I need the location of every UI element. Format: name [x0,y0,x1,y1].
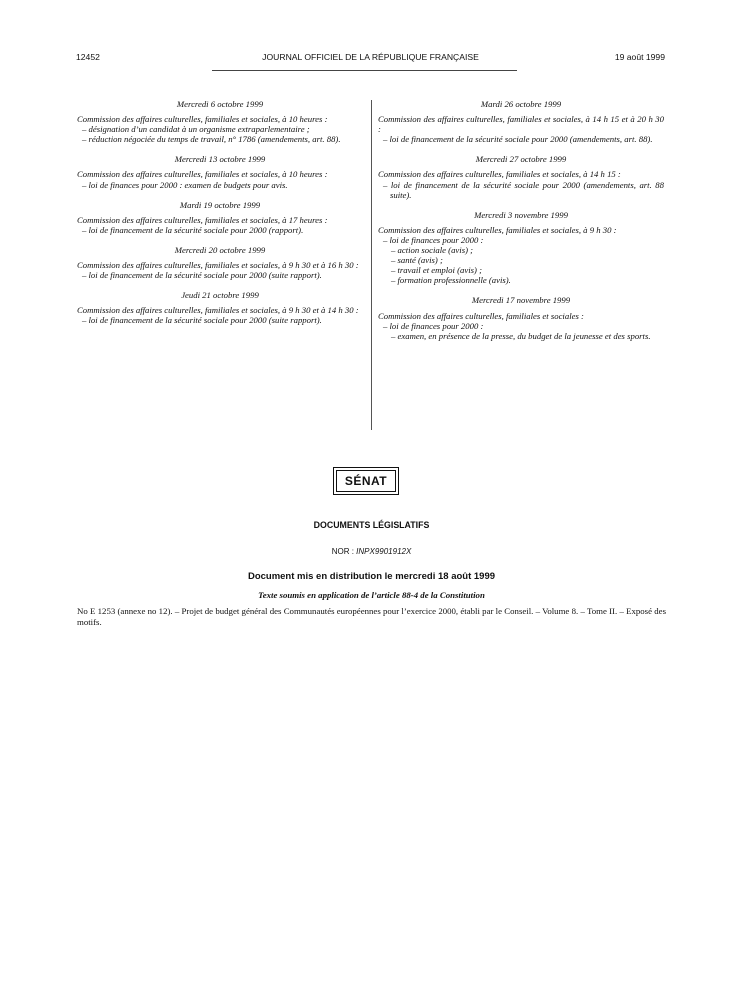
agenda-entry [378,154,664,199]
column-divider [371,100,372,430]
nor-label: NOR : [331,547,354,556]
agenda-item: – loi de finances pour 2000 : [383,320,484,331]
agenda-subitem: – santé (avis) ; [391,255,443,266]
day-title: Mercredi 27 octobre 1999 [475,154,567,165]
senat-heading: SÉNAT [336,470,396,492]
senat-box [333,467,399,495]
commission-text: Commission des affaires culturelles, familiales et sociales, à 17 heures : [77,214,328,225]
agenda-item: – loi de financement de la sécurité sociale pour 2000 (amendements, art. 88 suite). [383,179,664,200]
agenda-item: – réduction négociée du temps de travail, n° 1786 (amendements, art. 88). [82,134,341,145]
day-title: Mercredi 3 novembre 1999 [474,209,568,220]
commission-text: Commission des affaires culturelles, familiales et sociales, à 9 h 30 et à 14 h 30 : [77,305,359,316]
agenda-entry [77,154,363,189]
agenda-subitem: – action sociale (avis) ; [391,245,474,256]
agenda-item: – loi de financement de la sécurité sociale pour 2000 (amendements, art. 88). [383,134,653,145]
page-header [76,52,665,68]
day-title: Mardi 19 octobre 1999 [179,199,261,210]
commission-text: Commission des affaires culturelles, familiales et sociales, à 9 h 30 et à 16 h 30 : [77,260,359,271]
commission-text: Commission des affaires culturelles, familiales et sociales : [378,310,584,321]
agenda-subitem: – examen, en présence de la presse, du budget de la jeunesse et des sports. [391,330,651,341]
agenda-entry [77,290,363,325]
agenda-entry [77,245,363,280]
distribution-date: Document mis en distribution le mercredi 18 août 1999 [247,571,496,582]
day-title: Mercredi 13 octobre 1999 [174,154,266,165]
agenda-item: – loi de financement de la sécurité sociale pour 2000 (rapport). [82,224,304,235]
agenda-entry [77,99,363,144]
agenda-item: – loi de finances pour 2000 : examen de budgets pour avis. [82,179,288,190]
day-title: Mercredi 17 novembre 1999 [471,295,571,306]
day-title: Mercredi 6 octobre 1999 [176,99,264,109]
commission-text: Commission des affaires culturelles, familiales et sociales, à 14 h 15 et à 20 h 30 : [378,114,664,135]
right-column [378,99,664,351]
commission-text: Commission des affaires culturelles, familiales et sociales, à 10 heures : [77,169,328,180]
commission-text: Commission des affaires culturelles, familiales et sociales, à 14 h 15 : [378,169,621,180]
agenda-subitem: – formation professionnelle (avis). [391,275,511,286]
header-rule [212,70,517,71]
journal-title: JOURNAL OFFICIEL DE LA RÉPUBLIQUE FRANÇAISE [262,52,479,62]
nor-reference [77,547,666,556]
left-column [77,99,363,336]
agenda-item: – désignation d’un candidat à un organisme extraparlementaire ; [82,124,310,135]
agenda-entry [378,99,664,144]
day-title: Jeudi 21 octobre 1999 [181,290,259,301]
issue-date: 19 août 1999 [614,52,665,62]
agenda-entry [378,295,664,340]
day-title: Mardi 26 octobre 1999 [480,99,562,109]
agenda-entry [378,210,664,286]
day-title: Mercredi 20 octobre 1999 [174,244,266,255]
nor-code: INPX9901912X [356,547,412,556]
texte-soumis: Texte soumis en application de l’article 88-4 de la Constitution [258,590,485,600]
agenda-item: – loi de finances pour 2000 : [383,234,484,245]
agenda-item: – loi de financement de la sécurité sociale pour 2000 (suite rapport). [82,315,322,326]
section-title: DOCUMENTS LÉGISLATIFS [313,520,430,530]
page-number: 12452 [76,52,100,62]
document-entry: No E 1253 (annexe no 12). – Projet de budget général des Communautés européennes pour l’exercice 2000, établi par le Conseil. – Volume 8. – Tome II. – Exposé des motifs. [77,606,666,627]
agenda-entry [77,200,363,235]
commission-text: Commission des affaires culturelles, familiales et sociales, à 9 h 30 : [378,224,617,235]
agenda-item: – loi de financement de la sécurité sociale pour 2000 (suite rapport). [82,270,322,281]
agenda-subitem: – travail et emploi (avis) ; [391,265,482,276]
commission-text: Commission des affaires culturelles, familiales et sociales, à 10 heures : [77,114,328,125]
